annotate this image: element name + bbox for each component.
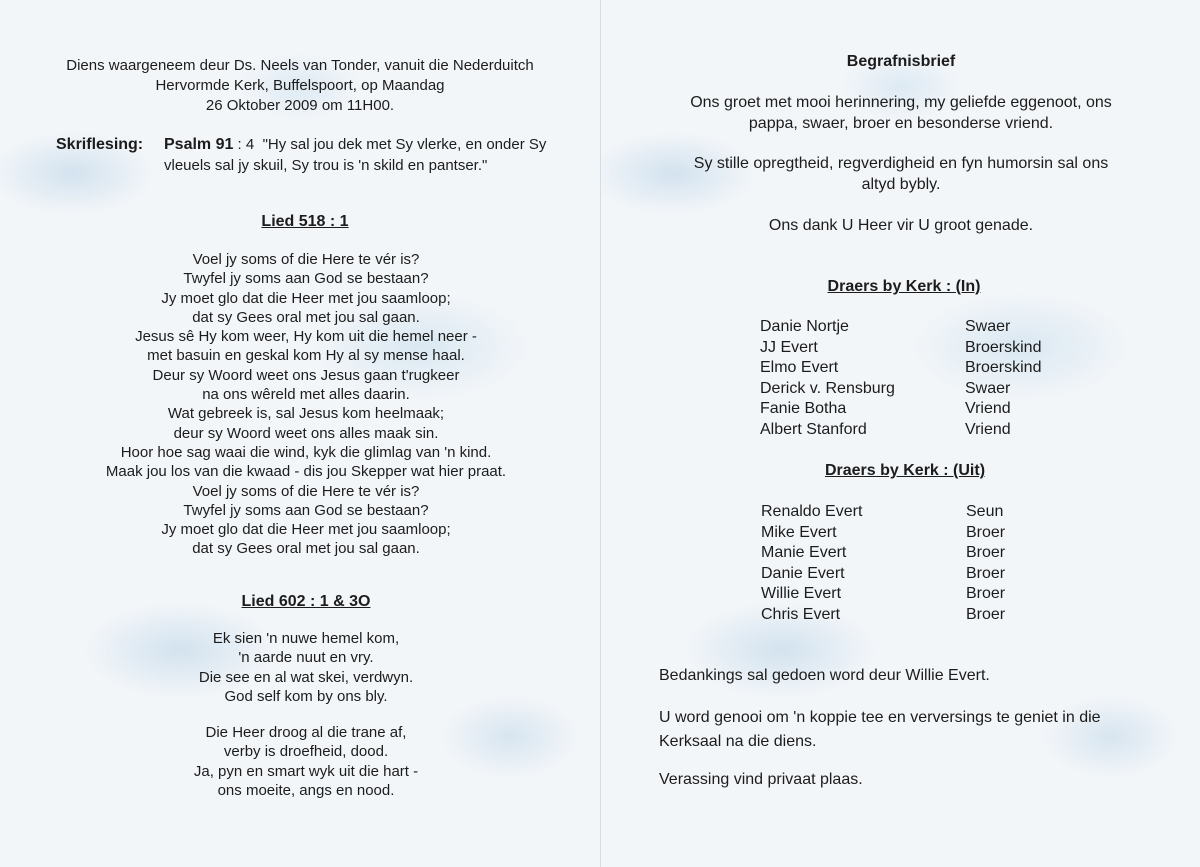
invitation-note [659,706,1159,754]
hymn2-title: Lied 602 : 1 & 3O [241,593,371,610]
invitation-line-2: Kerksaal na die diens. [659,733,817,750]
bearer-row [761,565,1005,586]
bearer-relation: Broer [966,564,1006,582]
bearer-row [760,359,1041,380]
letter-title: Begrafnisbrief [846,53,956,70]
hymn1-line: Deur sy Woord weet ons Jesus gaan t'rugkeer [152,366,460,384]
scripture-reference: Psalm 91 [164,136,234,153]
invitation-line-1: U word genooi om 'n koppie tee en verversings te geniet in die [659,709,1101,726]
hymn1-line: Twyfel jy soms aan God se bestaan? [183,501,429,519]
scripture-label: Skriflesing: [56,136,144,153]
character-line-2: altyd bybly. [861,176,941,193]
hymn1-line: Voel jy soms of die Here te vér is? [192,251,420,268]
bearer-name: Derick v. Rensburg [760,379,895,397]
bearer-relation: Broer [966,523,1006,541]
bearer-relation: Vriend [965,400,1011,417]
farewell-line-2: pappa, swaer, broer en besonderse vriend. [748,115,1054,132]
bearers-in-table [760,318,1041,441]
bearer-row [761,503,1005,524]
bearer-row [760,400,1041,421]
service-intro [30,56,570,116]
hymn1-title: Lied 518 : 1 [261,213,349,230]
hymn2-line: Die Heer droog al die trane af, [205,724,407,741]
scripture-ref-suffix: : 4 [233,136,255,153]
bearer-name: JJ Evert [760,338,818,356]
bearer-relation: Swaer [965,379,1011,397]
bearer-relation: Vriend [965,420,1011,438]
character-line-1: Sy stille opregtheid, regverdigheid en fyn humorsin sal ons [693,155,1109,172]
bearer-name: Danie Nortje [760,318,849,335]
intro-line-3: 26 Oktober 2009 om 11H00. [205,97,395,114]
cremation-note: Verassing vind privaat plaas. [659,771,863,788]
hymn2-line: Ek sien 'n nuwe hemel kom, [212,630,400,647]
scripture-body [164,134,554,176]
intro-line-2: Hervormde Kerk, Buffelspoort, op Maandag [155,77,445,94]
bearer-name: Danie Evert [761,564,845,582]
hymn2-line: ons moeite, angs en nood. [217,781,395,799]
bearer-row [760,380,1041,401]
hymn2-line: 'n aarde nuut en vry. [238,649,374,667]
bearer-row [761,585,1005,606]
bearer-name: Mike Evert [761,523,837,541]
bearers-out-title: Draers by Kerk : (Uit) [824,462,986,479]
bearer-relation: Broer [966,605,1006,623]
right-page [600,0,1200,867]
bearer-relation: Swaer [965,318,1011,335]
bearer-relation: Broer [966,544,1006,561]
intro-line-1: Diens waargeneem deur Ds. Neels van Tonder, vanuit die Nederduitch [66,57,534,74]
bearer-relation: Seun [966,503,1004,520]
hymn2-stanza-1 [0,629,612,706]
bearer-name: Fanie Botha [760,400,847,417]
bearer-name: Manie Evert [761,544,847,561]
farewell-line-1: Ons groet met mooi herinnering, my geliefde eggenoot, ons [690,94,1112,111]
farewell-paragraph [601,92,1200,134]
hymn2-line: God self kom by ons bly. [224,687,388,705]
bearer-row [761,524,1005,545]
hymn2-line: Ja, pyn en smart wyk uit die hart - [193,762,419,780]
bearer-relation: Broerskind [965,359,1042,376]
bearer-row [760,421,1041,442]
hymn2-stanza-2 [0,723,612,800]
bearer-name: Willie Evert [761,585,842,602]
bearer-name: Renaldo Evert [761,503,863,520]
hymn1-line: Jy moet glo dat die Heer met jou saamloop; [161,289,451,307]
hymn1-line: Hoor hoe sag waai die wind, kyk die glimlag van 'n kind. [120,443,492,461]
hymn1-line: met basuin en geskal kom Hy al sy mense haal. [147,347,465,365]
bearer-name: Elmo Evert [760,359,839,376]
bearer-row [761,606,1005,627]
hymn1-line: Twyfel jy soms aan God se bestaan? [183,270,429,288]
bearer-name: Chris Evert [761,605,841,623]
hymn1-line: Jy moet glo dat die Heer met jou saamloop; [161,521,451,539]
bearer-name: Albert Stanford [760,420,867,438]
bearer-row [761,544,1005,565]
scripture-text: "Hy sal jou dek met Sy vlerke, en onder Sy vleuels sal jy skuil, Sy trou is 'n skild en pantser." [164,136,547,174]
bearers-in-title: Draers by Kerk : (In) [827,278,981,295]
bearer-row [760,339,1041,360]
hymn1-line: dat sy Gees oral met jou sal gaan. [192,540,420,558]
hymn2-line: Die see en al wat skei, verdwyn. [198,668,414,686]
bearer-relation: Broer [966,585,1006,602]
bearer-relation: Broerskind [965,338,1042,356]
hymn1-line: Voel jy soms of die Here te vér is? [192,482,420,500]
bearers-out-table [761,503,1005,626]
hymn2-line: verby is droefheid, dood. [223,743,389,761]
hymn1-line: Jesus sê Hy kom weer, Hy kom uit die hemel neer - [135,328,477,346]
bearer-row [760,318,1041,339]
hymn1-line: na ons wêreld met alles daarin. [202,386,410,404]
hymn1-line: Wat gebreek is, sal Jesus kom heelmaak; [167,405,445,423]
character-paragraph [601,153,1200,195]
hymn1-line: deur sy Woord weet ons alles maak sin. [173,424,439,442]
thanks-note: Bedankings sal gedoen word deur Willie Evert. [659,667,990,684]
thanksgiving-line: Ons dank U Heer vir U groot genade. [768,217,1034,234]
hymn1-line: dat sy Gees oral met jou sal gaan. [192,308,420,326]
hymn1-lyrics [0,250,612,559]
hymn1-line: Maak jou los van die kwaad - dis jou Skepper wat hier praat. [105,463,507,481]
